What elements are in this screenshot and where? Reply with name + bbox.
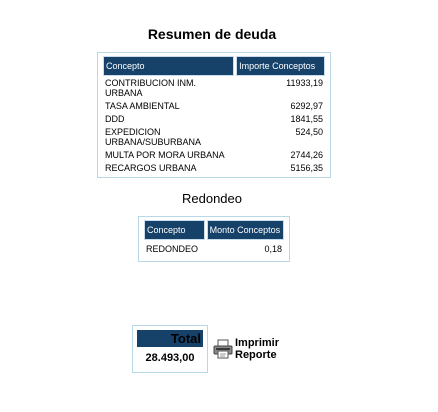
row-concept: EXPEDICION URBANA/SUBURBANA	[105, 127, 202, 147]
table-row	[103, 99, 325, 112]
row-amount: 6292,97	[290, 101, 323, 111]
total-value: 28.493,00	[145, 352, 195, 364]
row-concept: MULTA POR MORA URBANA	[105, 150, 225, 160]
row-concept: CONTRIBUCION INM. URBANA	[105, 78, 196, 98]
row-amount: 0,18	[264, 244, 282, 254]
table-row	[144, 240, 284, 258]
row-concept: DDD	[105, 114, 125, 124]
row-concept: REDONDEO	[146, 244, 199, 254]
print-report-button[interactable]	[213, 337, 295, 361]
total-label: Total	[137, 330, 203, 347]
printer-icon	[213, 339, 233, 359]
table-header-row	[144, 220, 284, 240]
column-header-concept: Concepto	[103, 56, 234, 76]
row-amount: 2744,26	[290, 150, 323, 160]
column-header-amount: Monto Conceptos	[207, 220, 284, 240]
table-row	[103, 76, 325, 99]
table-row	[103, 148, 325, 161]
row-concept: TASA AMBIENTAL	[105, 101, 180, 111]
row-amount: 1841,55	[290, 114, 323, 124]
table-header-row	[103, 56, 325, 76]
debt-summary-title: Resumen de deuda	[147, 26, 277, 42]
rounding-table	[138, 216, 290, 262]
debt-summary-table	[97, 52, 331, 178]
column-header-amount: Importe Conceptos	[236, 56, 325, 76]
row-amount: 11933,19	[286, 78, 323, 88]
print-report-label[interactable]: Imprimir Reporte	[235, 337, 280, 361]
row-amount: 5156,35	[290, 163, 323, 173]
row-concept: RECARGOS URBANA	[105, 163, 197, 173]
row-amount: 524,50	[295, 127, 323, 137]
table-row	[103, 161, 325, 174]
table-row	[103, 112, 325, 125]
total-box	[132, 325, 208, 373]
column-header-concept: Concepto	[144, 220, 205, 240]
table-row	[103, 125, 325, 148]
rounding-title: Redondeo	[182, 191, 242, 206]
